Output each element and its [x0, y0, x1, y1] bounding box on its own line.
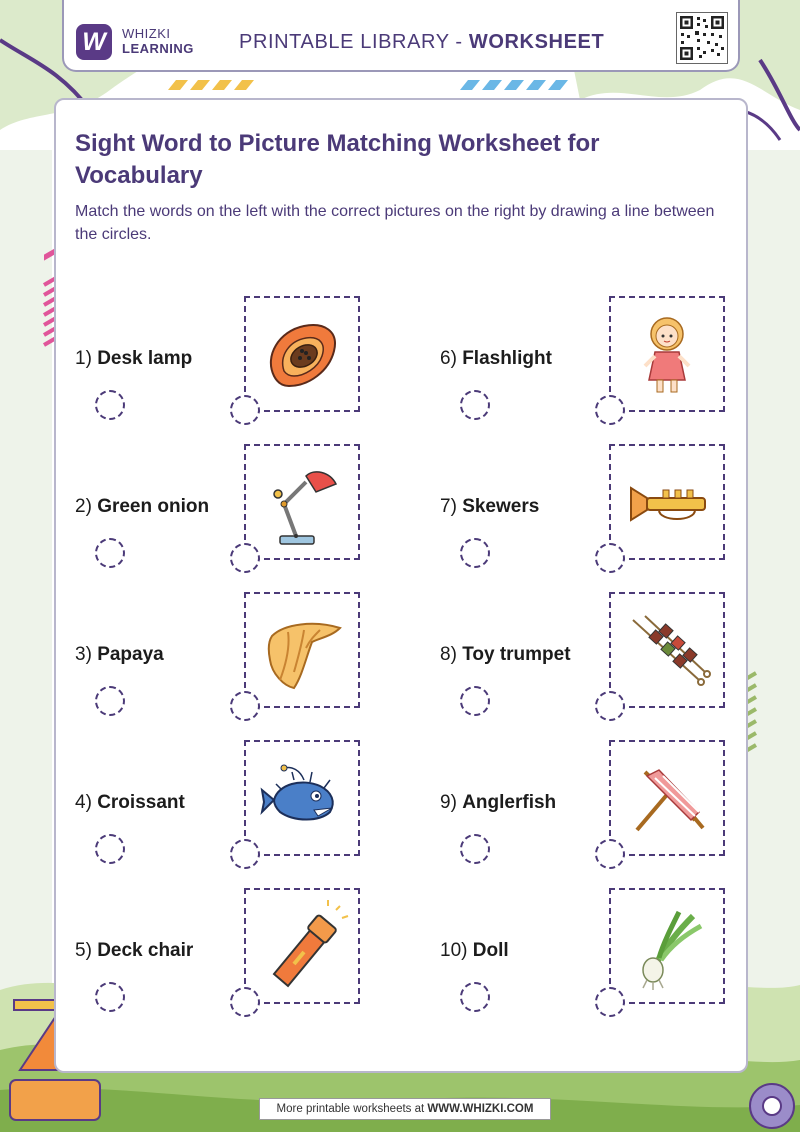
footer-banner[interactable]: [259, 1098, 551, 1120]
word-text: Toy trumpet: [462, 644, 571, 665]
word-text: Desk lamp: [97, 348, 193, 369]
word-item-8: [440, 644, 571, 666]
word-number: 9): [440, 792, 457, 813]
picture-box-10: [609, 888, 725, 1004]
picture-box-4: [244, 740, 360, 856]
word-text: Papaya: [97, 644, 164, 665]
picture-box-9: [609, 740, 725, 856]
papaya-icon: [254, 306, 350, 402]
logo-text-bottom: LEARNING: [122, 41, 194, 56]
word-text: Croissant: [97, 792, 185, 813]
picture-answer-circle-5[interactable]: [230, 987, 260, 1017]
logo-text-top: WHIZKI: [122, 26, 171, 41]
word-number: 6): [440, 348, 457, 369]
flashlight-icon: [254, 898, 350, 994]
word-text: Deck chair: [97, 940, 194, 961]
picture-box-6: [609, 296, 725, 412]
word-text: Skewers: [462, 496, 540, 517]
footer-text: More printable worksheets at: [276, 1103, 428, 1115]
picture-answer-circle-4[interactable]: [230, 839, 260, 869]
word-number: 4): [75, 792, 92, 813]
desk-lamp-icon: [254, 454, 350, 550]
picture-answer-circle-2[interactable]: [230, 543, 260, 573]
word-answer-circle-9[interactable]: [460, 834, 490, 864]
worksheet-title: Sight Word to Picture Matching Worksheet for Vocabulary: [75, 130, 600, 189]
word-number: 8): [440, 644, 457, 665]
picture-answer-circle-7[interactable]: [595, 543, 625, 573]
word-answer-circle-2[interactable]: [95, 538, 125, 568]
picture-box-8: [609, 592, 725, 708]
word-item-9: [440, 792, 556, 814]
word-answer-circle-3[interactable]: [95, 686, 125, 716]
word-answer-circle-7[interactable]: [460, 538, 490, 568]
word-number: 10): [440, 940, 468, 961]
picture-answer-circle-3[interactable]: [230, 691, 260, 721]
word-text: Anglerfish: [462, 792, 557, 813]
word-item-5: [75, 940, 193, 962]
word-answer-circle-4[interactable]: [95, 834, 125, 864]
picture-box-5: [244, 888, 360, 1004]
word-text: Doll: [472, 940, 509, 961]
picture-answer-circle-10[interactable]: [595, 987, 625, 1017]
word-item-4: [75, 792, 185, 814]
word-number: 5): [75, 940, 92, 961]
word-answer-circle-10[interactable]: [460, 982, 490, 1012]
worksheet-instructions: Match the words on the left with the correct pictures on the right by drawing a line between the circles.: [75, 203, 715, 243]
word-answer-circle-1[interactable]: [95, 390, 125, 420]
whizki-logo-icon[interactable]: W: [76, 24, 112, 60]
anglerfish-icon: [254, 750, 350, 846]
croissant-icon: [254, 602, 350, 698]
picture-box-1: [244, 296, 360, 412]
skewers-icon: [619, 602, 715, 698]
header-title-prefix: PRINTABLE LIBRARY -: [239, 31, 469, 53]
word-text: Green onion: [97, 496, 210, 517]
word-answer-circle-8[interactable]: [460, 686, 490, 716]
word-item-3: [75, 644, 164, 666]
word-answer-circle-6[interactable]: [460, 390, 490, 420]
word-item-7: [440, 496, 539, 518]
toy-trumpet-icon: [619, 454, 715, 550]
word-answer-circle-5[interactable]: [95, 982, 125, 1012]
doll-icon: [619, 306, 715, 402]
word-number: 1): [75, 348, 92, 369]
word-number: 7): [440, 496, 457, 517]
footer-link[interactable]: WWW.WHIZKI.COM: [427, 1103, 534, 1115]
qr-code-icon[interactable]: [676, 12, 728, 64]
picture-box-3: [244, 592, 360, 708]
picture-box-7: [609, 444, 725, 560]
picture-answer-circle-1[interactable]: [230, 395, 260, 425]
word-item-1: [75, 348, 192, 370]
word-item-2: [75, 496, 209, 518]
picture-answer-circle-6[interactable]: [595, 395, 625, 425]
picture-answer-circle-8[interactable]: [595, 691, 625, 721]
picture-box-2: [244, 444, 360, 560]
word-text: Flashlight: [462, 348, 552, 369]
word-number: 2): [75, 496, 92, 517]
header-title: [239, 31, 604, 54]
header-title-bold: WORKSHEET: [468, 31, 605, 53]
deck-chair-icon: [619, 750, 715, 846]
green-onion-icon: [619, 898, 715, 994]
word-number: 3): [75, 644, 92, 665]
picture-answer-circle-9[interactable]: [595, 839, 625, 869]
word-item-10: [440, 940, 509, 962]
word-item-6: [440, 348, 552, 370]
